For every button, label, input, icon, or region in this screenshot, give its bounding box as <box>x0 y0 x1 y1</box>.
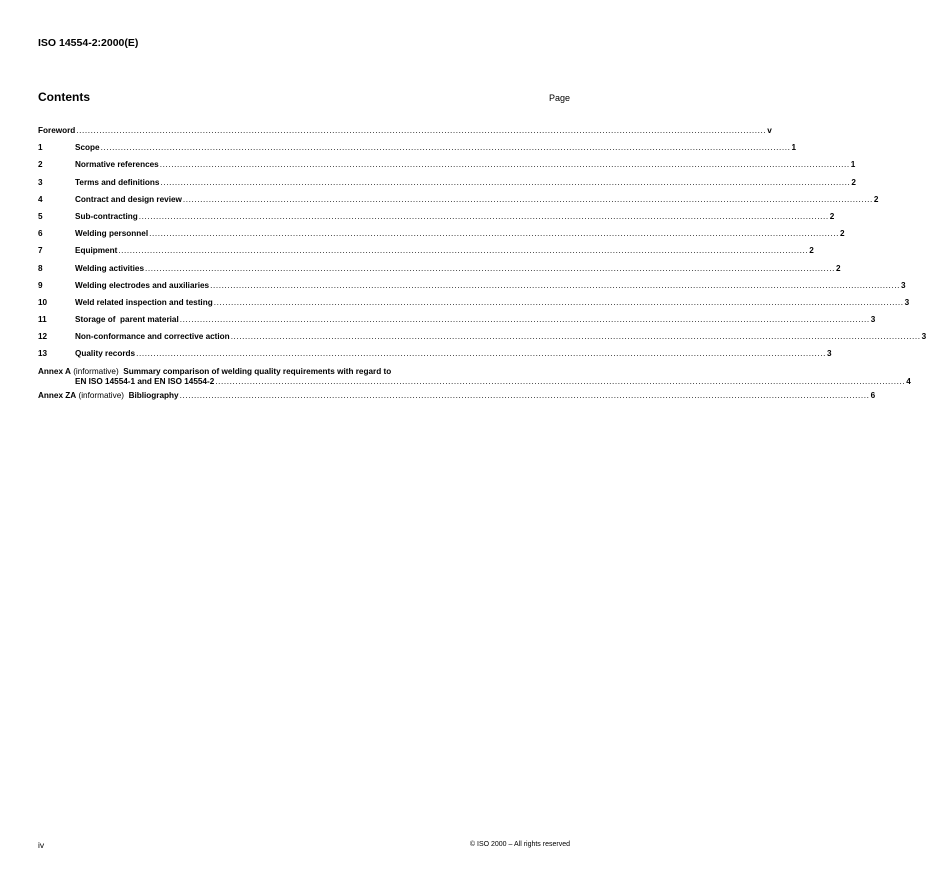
toc-entry-page: 4 <box>906 376 911 386</box>
dot-leader: ................................................................................................................................................................................................................................................ <box>138 211 829 221</box>
toc-entry[interactable] <box>38 211 835 229</box>
toc-entry-number: 12 <box>38 332 48 342</box>
toc-entry-title: Weld related inspection and testing <box>75 297 213 307</box>
toc-entry[interactable] <box>38 143 797 160</box>
toc-entry-title: Scope <box>75 143 100 153</box>
toc-entry-title: Contract and design review <box>75 194 182 204</box>
toc-entry-title: Foreword <box>38 126 76 135</box>
annex-title-line2: EN ISO 14554-1 and EN ISO 14554-2 <box>75 376 215 386</box>
toc-foreword[interactable] <box>38 126 772 143</box>
toc-entry[interactable] <box>38 349 832 366</box>
dot-leader: ................................................................................................................................................................................................................................................ <box>213 297 904 307</box>
toc-entry-page: 3 <box>904 297 910 307</box>
toc-entry-page: 1 <box>791 143 797 153</box>
toc-entry[interactable] <box>38 263 841 281</box>
page-column-label: Page <box>548 93 570 103</box>
toc-entry-page: 2 <box>809 246 814 256</box>
toc-entry-number: 9 <box>38 280 43 290</box>
toc-entry-number: 2 <box>38 160 43 170</box>
toc-entry-page: 3 <box>901 280 906 290</box>
toc-entry-number: 5 <box>38 211 43 221</box>
toc-entry-number: 4 <box>38 194 43 204</box>
dot-leader: ................................................................................................................................................................................................................................................ <box>210 280 901 290</box>
dot-leader: ................................................................................................................................................................................................................................................ <box>160 177 851 187</box>
toc-entry[interactable] <box>38 177 856 195</box>
dot-leader: ................................................................................................................................................................................................................................................ <box>230 332 921 342</box>
toc-entry-title: Terms and definitions <box>75 177 160 187</box>
toc-entry[interactable] <box>38 246 814 263</box>
toc-entry-page: 2 <box>835 263 841 273</box>
toc-annex-za[interactable] <box>38 390 876 408</box>
toc-entry-title: Welding activities <box>75 263 145 273</box>
dot-leader: ................................................................................................................................................................................................................................................ <box>118 246 809 256</box>
dot-leader: ................................................................................................................................................................................................................................................ <box>179 390 870 400</box>
toc-entry-title: Normative references <box>75 160 159 170</box>
document-id: ISO 14554-2:2000(E) <box>38 37 139 49</box>
toc-entry-page: 3 <box>921 332 926 342</box>
toc-entry-title: Welding personnel <box>75 229 149 239</box>
annex-title-line1: Summary comparison of welding quality requirements with regard to <box>123 366 392 376</box>
toc-entry-page: 3 <box>870 315 876 325</box>
dot-leader: ................................................................................................................................................................................................................................................ <box>76 126 767 135</box>
dot-leader: ................................................................................................................................................................................................................................................ <box>145 263 835 273</box>
toc-entry-page: 2 <box>829 211 835 221</box>
dot-leader: ................................................................................................................................................................................................................................................ <box>149 229 840 239</box>
dot-leader: ................................................................................................................................................................................................................................................ <box>100 143 791 153</box>
toc-entry-number: 1 <box>38 143 43 153</box>
toc-entry-title: Quality records <box>75 349 136 359</box>
annex-title: Bibliography <box>128 390 179 400</box>
toc-entry-title: Sub-contracting <box>75 211 138 221</box>
table-of-contents <box>38 126 926 408</box>
dot-leader: ................................................................................................................................................................................................................................................ <box>179 315 870 325</box>
toc-entry-page: v <box>767 126 772 135</box>
toc-entry-title: Equipment <box>75 246 118 256</box>
dot-leader: ................................................................................................................................................................................................................................................ <box>136 349 827 359</box>
toc-entry[interactable] <box>38 332 926 349</box>
footer-copyright: © ISO 2000 – All rights reserved <box>469 841 570 848</box>
toc-entry-title: Non-conformance and corrective action <box>75 332 230 342</box>
toc-entry-number: 3 <box>38 177 43 187</box>
dot-leader: ................................................................................................................................................................................................................................................ <box>215 376 906 386</box>
toc-entry-number: 7 <box>38 246 43 256</box>
annex-kind: (informative) <box>73 366 119 376</box>
toc-entry-page: 2 <box>840 229 845 239</box>
annex-kind: (informative) <box>78 390 124 400</box>
footer-page-number: iv <box>38 840 45 850</box>
toc-entry-number: 10 <box>38 297 48 307</box>
toc-entry[interactable] <box>38 315 876 332</box>
toc-entry-number: 8 <box>38 263 43 273</box>
toc-entry-number: 13 <box>38 349 48 359</box>
toc-annex-a[interactable] <box>38 366 911 390</box>
toc-entry[interactable] <box>38 297 910 315</box>
toc-entry[interactable] <box>38 280 906 298</box>
dot-leader: ................................................................................................................................................................................................................................................ <box>182 194 873 204</box>
annex-label: Annex A <box>38 366 71 376</box>
dot-leader: ................................................................................................................................................................................................................................................ <box>159 160 850 170</box>
toc-entry-title: Welding electrodes and auxiliaries <box>75 280 210 290</box>
toc-entry-page: 3 <box>827 349 832 359</box>
toc-entry-number: 6 <box>38 229 43 239</box>
toc-entry-page: 2 <box>851 177 856 187</box>
toc-entry-number: 11 <box>38 315 47 325</box>
toc-entry[interactable] <box>38 160 856 177</box>
toc-entry-page: 2 <box>873 194 879 204</box>
toc-entry[interactable] <box>38 194 879 212</box>
toc-entry-page: 6 <box>870 390 876 400</box>
toc-entry-title: Storage of parent material <box>75 315 179 325</box>
toc-entry[interactable] <box>38 229 845 246</box>
annex-label: Annex ZA <box>38 390 77 400</box>
toc-entry-page: 1 <box>850 160 856 170</box>
contents-heading: Contents <box>38 90 90 104</box>
